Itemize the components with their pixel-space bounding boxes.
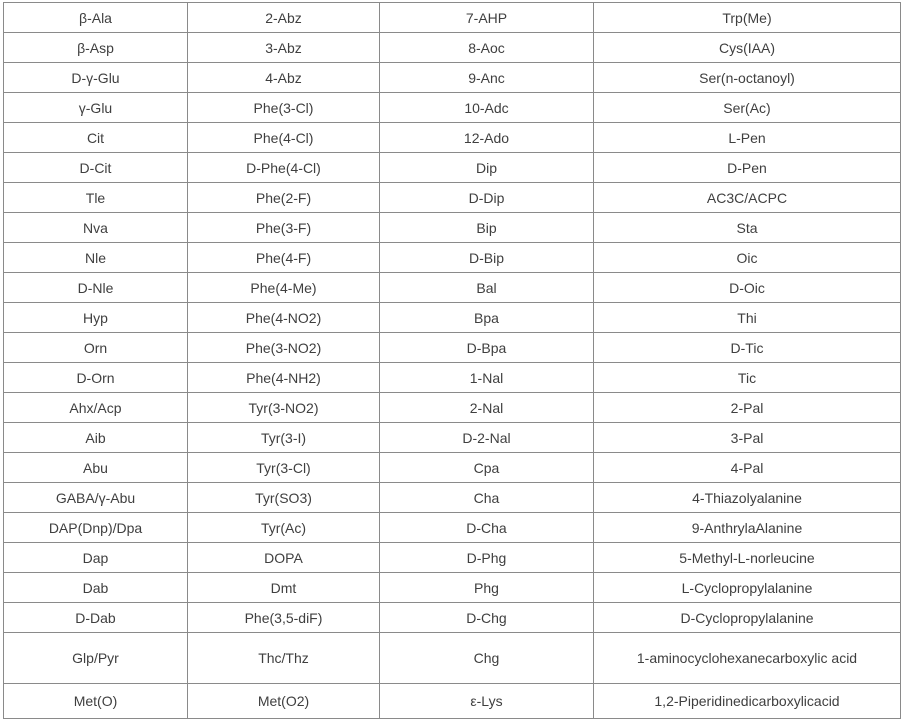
table-cell: Orn bbox=[4, 333, 188, 363]
table-cell: D-Cyclopropylalanine bbox=[594, 603, 901, 633]
table-row bbox=[4, 153, 901, 183]
table-cell: Phe(4-Me) bbox=[188, 273, 380, 303]
table-cell: Phe(3-NO2) bbox=[188, 333, 380, 363]
table-cell: Dmt bbox=[188, 573, 380, 603]
table-cell: 1-Nal bbox=[380, 363, 594, 393]
table-row bbox=[4, 363, 901, 393]
table-cell: Tyr(3-Cl) bbox=[188, 453, 380, 483]
table-cell: Ser(n-octanoyl) bbox=[594, 63, 901, 93]
table-cell: Abu bbox=[4, 453, 188, 483]
table-cell: Tyr(Ac) bbox=[188, 513, 380, 543]
table-cell: D-γ-Glu bbox=[4, 63, 188, 93]
table-cell: Ser(Ac) bbox=[594, 93, 901, 123]
table-row bbox=[4, 633, 901, 684]
table-cell: 9-Anc bbox=[380, 63, 594, 93]
table-cell: Phe(4-Cl) bbox=[188, 123, 380, 153]
table-cell: Aib bbox=[4, 423, 188, 453]
amino-acid-abbreviation-table bbox=[3, 2, 901, 719]
table-cell: Hyp bbox=[4, 303, 188, 333]
table-cell: Bpa bbox=[380, 303, 594, 333]
table-cell: D-Bpa bbox=[380, 333, 594, 363]
table-cell: Tle bbox=[4, 183, 188, 213]
table-row bbox=[4, 603, 901, 633]
table-cell: Thi bbox=[594, 303, 901, 333]
table-cell: Phg bbox=[380, 573, 594, 603]
table-cell: Cys(IAA) bbox=[594, 33, 901, 63]
table-cell: 3-Pal bbox=[594, 423, 901, 453]
table-body bbox=[4, 3, 901, 719]
table-row bbox=[4, 273, 901, 303]
table-row bbox=[4, 213, 901, 243]
table-row bbox=[4, 123, 901, 153]
table-cell: 9-AnthrylaAlanine bbox=[594, 513, 901, 543]
table-cell: 4-Pal bbox=[594, 453, 901, 483]
table-cell: D-Oic bbox=[594, 273, 901, 303]
table-cell: Tyr(3-I) bbox=[188, 423, 380, 453]
table-cell: D-Chg bbox=[380, 603, 594, 633]
table-cell: 3-Abz bbox=[188, 33, 380, 63]
table-cell: Nva bbox=[4, 213, 188, 243]
table-cell: ε-Lys bbox=[380, 684, 594, 719]
table-cell: D-Tic bbox=[594, 333, 901, 363]
table-cell: L-Pen bbox=[594, 123, 901, 153]
table-cell: Thc/Thz bbox=[188, 633, 380, 684]
table-cell: D-Dab bbox=[4, 603, 188, 633]
table-cell: Cpa bbox=[380, 453, 594, 483]
table-cell: Phe(4-NH2) bbox=[188, 363, 380, 393]
table-cell: β-Asp bbox=[4, 33, 188, 63]
table-cell: Phe(3-F) bbox=[188, 213, 380, 243]
table-cell: DOPA bbox=[188, 543, 380, 573]
table-cell: Dab bbox=[4, 573, 188, 603]
table-cell: Cit bbox=[4, 123, 188, 153]
table-cell: 1-aminocyclohexanecarboxylic acid bbox=[594, 633, 901, 684]
table-row bbox=[4, 93, 901, 123]
table-cell: 2-Abz bbox=[188, 3, 380, 33]
table-cell: D-Phe(4-Cl) bbox=[188, 153, 380, 183]
table-cell: Tyr(3-NO2) bbox=[188, 393, 380, 423]
table-row bbox=[4, 333, 901, 363]
table-row bbox=[4, 573, 901, 603]
table-cell: D-Nle bbox=[4, 273, 188, 303]
table-cell: GABA/γ-Abu bbox=[4, 483, 188, 513]
table-cell: Tic bbox=[594, 363, 901, 393]
table-row bbox=[4, 543, 901, 573]
table-cell: Phe(4-F) bbox=[188, 243, 380, 273]
table-cell: D-Cit bbox=[4, 153, 188, 183]
table-cell: Phe(4-NO2) bbox=[188, 303, 380, 333]
table-cell: 8-Aoc bbox=[380, 33, 594, 63]
table-cell: Met(O2) bbox=[188, 684, 380, 719]
table-cell: Oic bbox=[594, 243, 901, 273]
table-row bbox=[4, 393, 901, 423]
table-cell: β-Ala bbox=[4, 3, 188, 33]
table-cell: 4-Thiazolyalanine bbox=[594, 483, 901, 513]
table-row bbox=[4, 423, 901, 453]
table-cell: 12-Ado bbox=[380, 123, 594, 153]
table-cell: D-Bip bbox=[380, 243, 594, 273]
table-cell: Glp/Pyr bbox=[4, 633, 188, 684]
table-cell: Bip bbox=[380, 213, 594, 243]
table-cell: 1,2-Piperidinedicarboxylicacid bbox=[594, 684, 901, 719]
table-cell: AC3C/ACPC bbox=[594, 183, 901, 213]
table-cell: γ-Glu bbox=[4, 93, 188, 123]
table-cell: Dip bbox=[380, 153, 594, 183]
table-cell: Nle bbox=[4, 243, 188, 273]
table-cell: DAP(Dnp)/Dpa bbox=[4, 513, 188, 543]
table-cell: Tyr(SO3) bbox=[188, 483, 380, 513]
table-cell: Bal bbox=[380, 273, 594, 303]
table-cell: D-Dip bbox=[380, 183, 594, 213]
table-cell: 4-Abz bbox=[188, 63, 380, 93]
table-cell: 2-Pal bbox=[594, 393, 901, 423]
table-cell: Chg bbox=[380, 633, 594, 684]
table-cell: Trp(Me) bbox=[594, 3, 901, 33]
table-row bbox=[4, 513, 901, 543]
table-cell: Sta bbox=[594, 213, 901, 243]
table-row bbox=[4, 3, 901, 33]
table-cell: Phe(3,5-diF) bbox=[188, 603, 380, 633]
table-cell: Ahx/Acp bbox=[4, 393, 188, 423]
table-cell: Cha bbox=[380, 483, 594, 513]
table-cell: D-Phg bbox=[380, 543, 594, 573]
table-cell: 2-Nal bbox=[380, 393, 594, 423]
table-cell: D-Cha bbox=[380, 513, 594, 543]
table-row bbox=[4, 63, 901, 93]
table-cell: D-2-Nal bbox=[380, 423, 594, 453]
table-cell: 5-Methyl-L-norleucine bbox=[594, 543, 901, 573]
table-cell: Met(O) bbox=[4, 684, 188, 719]
table-row bbox=[4, 183, 901, 213]
table-cell: Dap bbox=[4, 543, 188, 573]
table-row bbox=[4, 33, 901, 63]
table-cell: 7-AHP bbox=[380, 3, 594, 33]
table-row bbox=[4, 453, 901, 483]
table-row bbox=[4, 684, 901, 719]
table-row bbox=[4, 483, 901, 513]
table-row bbox=[4, 303, 901, 333]
table-row bbox=[4, 243, 901, 273]
table-cell: L-Cyclopropylalanine bbox=[594, 573, 901, 603]
table-cell: 10-Adc bbox=[380, 93, 594, 123]
table-cell: D-Orn bbox=[4, 363, 188, 393]
table-cell: D-Pen bbox=[594, 153, 901, 183]
table-cell: Phe(2-F) bbox=[188, 183, 380, 213]
table-cell: Phe(3-Cl) bbox=[188, 93, 380, 123]
